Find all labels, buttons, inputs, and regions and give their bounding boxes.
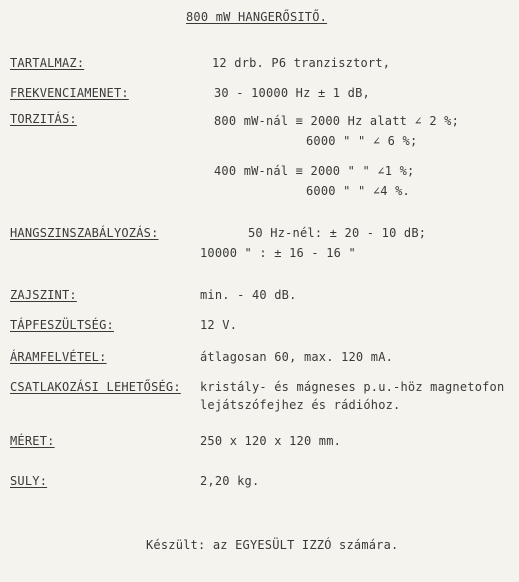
label-tartalmaz: TARTALMAZ: <box>10 56 85 70</box>
document-title: 800 mW HANGERŐSITŐ. <box>186 10 328 24</box>
value-torzitas-line-2: 6000 " " ∠ 6 %; <box>306 134 418 148</box>
value-suly: 2,20 kg. <box>200 474 260 488</box>
label-aramfelvetel: ÁRAMFELVÉTEL: <box>10 350 107 364</box>
value-hangszin-line-2: 10000 " : ± 16 - 16 " <box>200 246 356 260</box>
value-frekvenciamenet: 30 - 10000 Hz ± 1 dB, <box>214 86 370 100</box>
value-torzitas-line-4: 6000 " " ∠4 %. <box>306 184 410 198</box>
value-csatlakozas-line-2: lejátszófejhez és rádióhoz. <box>200 398 401 412</box>
label-frekvenciamenet: FREKVENCIAMENET: <box>10 86 129 100</box>
label-csatlakozasi-lehetoseg: CSATLAKOZÁSI LEHETŐSÉG: <box>10 380 181 394</box>
value-tapfeszultseg: 12 V. <box>200 318 238 332</box>
value-hangszin-line-1: 50 Hz-nél: ± 20 - 10 dB; <box>248 226 427 240</box>
label-torzitas: TORZITÁS: <box>10 112 77 126</box>
label-tapfeszultseg: TÁPFESZÜLTSÉG: <box>10 318 114 332</box>
value-torzitas-line-3: 400 mW-nál ≡ 2000 " " ∠1 %; <box>214 164 415 178</box>
label-hangszinszabalyozas: HANGSZINSZABÁLYOZÁS: <box>10 226 159 240</box>
value-aramfelvetel: átlagosan 60, max. 120 mA. <box>200 350 394 364</box>
value-zajszint: min. - 40 dB. <box>200 288 297 302</box>
label-meret: MÉRET: <box>10 434 55 448</box>
label-suly: SULY: <box>10 474 48 488</box>
value-torzitas-line-1: 800 mW-nál ≡ 2000 Hz alatt ∠ 2 %; <box>214 114 460 128</box>
value-csatlakozas-line-1: kristály- és mágneses p.u.-höz magnetofon <box>200 380 505 394</box>
value-meret: 250 x 120 x 120 mm. <box>200 434 342 448</box>
label-zajszint: ZAJSZINT: <box>10 288 77 302</box>
value-tartalmaz: 12 drb. P6 tranzisztort, <box>212 56 391 70</box>
footer-note: Készült: az EGYESÜLT IZZÓ számára. <box>146 538 399 552</box>
